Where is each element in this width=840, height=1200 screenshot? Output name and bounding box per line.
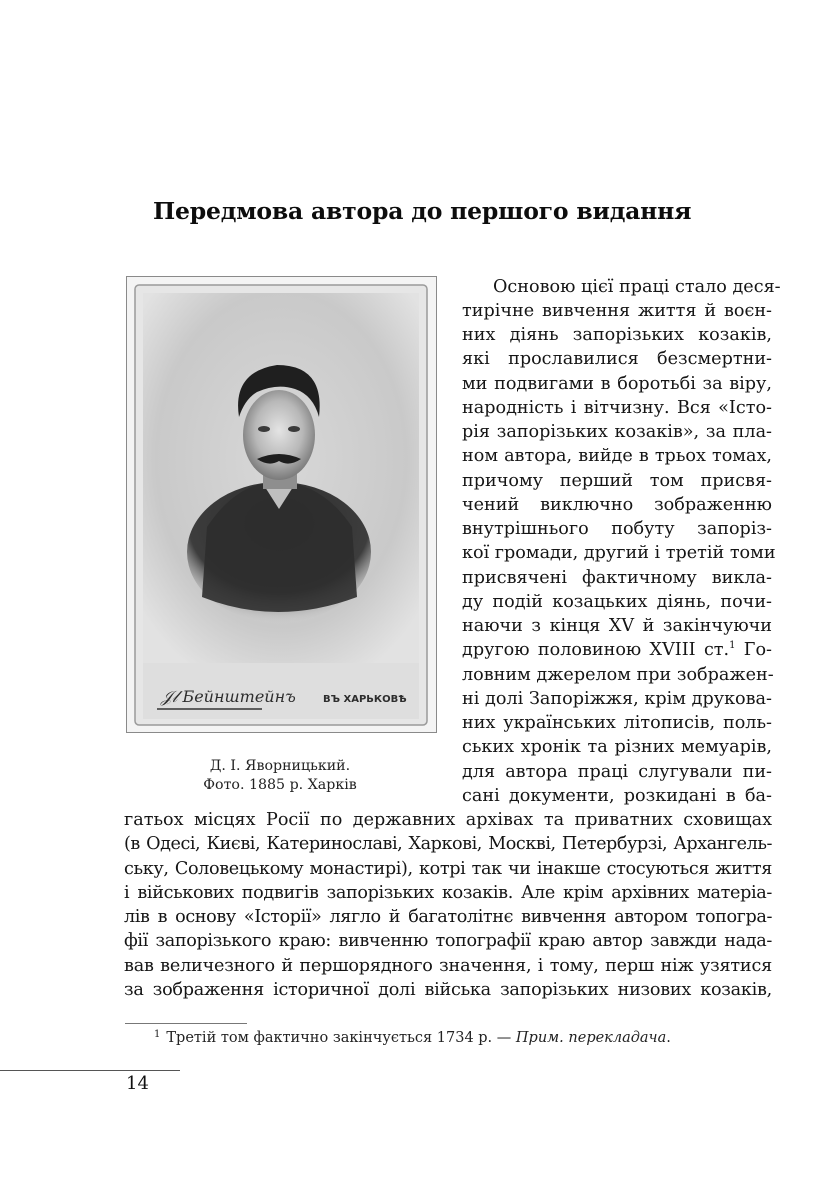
body-line: ську, Соловецькому монастирі), котрі так чи інакше стосуються життя	[124, 859, 772, 879]
caption-line: Д. І. Яворницький.	[209, 758, 351, 774]
body-line: внутрішнього побуту запоріз-	[462, 519, 772, 539]
body-line: і військових подвигів запорізьких козаків. Але крім архівних матеріа-	[124, 883, 772, 903]
body-line-text: Го-	[735, 640, 772, 660]
footnote-number: 1	[154, 1029, 161, 1040]
body-line-with-footnote-ref	[462, 638, 772, 662]
body-line: ми подвигами в боротьбі за віру,	[462, 374, 772, 394]
body-line: ловним джерелом при зображен-	[462, 665, 774, 685]
author-portrait-photo	[126, 276, 437, 733]
body-line: ні долі Запоріжжя, крім друкова-	[462, 689, 772, 709]
body-line: чений виключно зображенню	[462, 495, 772, 515]
body-line: для автора праці слугували пи-	[462, 762, 772, 782]
body-line: кої громади, другий і третій томи	[462, 543, 776, 563]
caption-line: Фото. 1885 р. Харків	[203, 777, 357, 793]
body-line: вав величезного й першорядного значення, і тому, перш ніж узятися	[124, 956, 772, 976]
footnote-ref[interactable]: 1	[729, 640, 736, 651]
body-line: сані документи, розкидані в ба-	[462, 786, 772, 806]
body-line: них діянь запорізьких козаків,	[462, 325, 772, 345]
body-line-text: другою половиною XVIII ст.	[462, 640, 730, 660]
body-line: фії запорізького краю: вивченню топографії краю автор завжди нада-	[124, 931, 772, 951]
body-line: лів в основу «Історії» лягло й багатолітнє вивчення автором топогра-	[124, 907, 772, 927]
body-line: ном автора, вийде в трьох томах,	[462, 446, 772, 466]
page-number-rule	[0, 1070, 180, 1071]
body-line: ду подій козацьких діянь, почи-	[462, 592, 772, 612]
studio-imprint: ВЪ ХАРЬКОВѢ	[323, 694, 407, 705]
body-line: причому перший том присвя-	[462, 471, 772, 491]
body-line: наючи з кінця XV й закінчуючи	[462, 616, 772, 636]
body-line: тирічне вивчення життя й воєн-	[462, 301, 772, 321]
body-line: присвячені фактичному викла-	[462, 568, 772, 588]
body-line: ських хронік та різних мемуарів,	[462, 737, 772, 757]
body-line: за зображення історичної долі війська запорізьких низових козаків,	[124, 980, 772, 1000]
body-line: рія запорізьких козаків», за пла-	[462, 422, 772, 442]
page-number: 14	[126, 1073, 149, 1094]
footnote-end: .	[666, 1030, 671, 1046]
svg-text:𝒥𝓁 Бейнштейнъ: 𝒥𝓁 Бейнштейнъ	[161, 687, 296, 706]
body-line: них українських літописів, поль-	[462, 713, 772, 733]
footnote	[154, 1029, 671, 1046]
body-line: гатьох місцях Росії по державних архівах та приватних сховищах	[124, 810, 772, 830]
footnote-separator	[125, 1023, 247, 1024]
footnote-text: Третій том фактично закінчується 1734 р. —	[166, 1030, 516, 1046]
page-title: Передмова автора до першого видання	[153, 197, 692, 225]
body-line: народність і вітчизну. Вся «Істо-	[462, 398, 772, 418]
footnote-italic-note: Прим. перекладача	[515, 1030, 667, 1046]
body-line: (в Одесі, Києві, Катеринославі, Харкові, Москві, Петербурзі, Архангель-	[124, 834, 772, 854]
body-line: Основою цієї праці стало деся-	[493, 277, 781, 297]
photo-caption	[150, 757, 410, 795]
body-line: які прославилися безсмертни-	[462, 349, 772, 369]
